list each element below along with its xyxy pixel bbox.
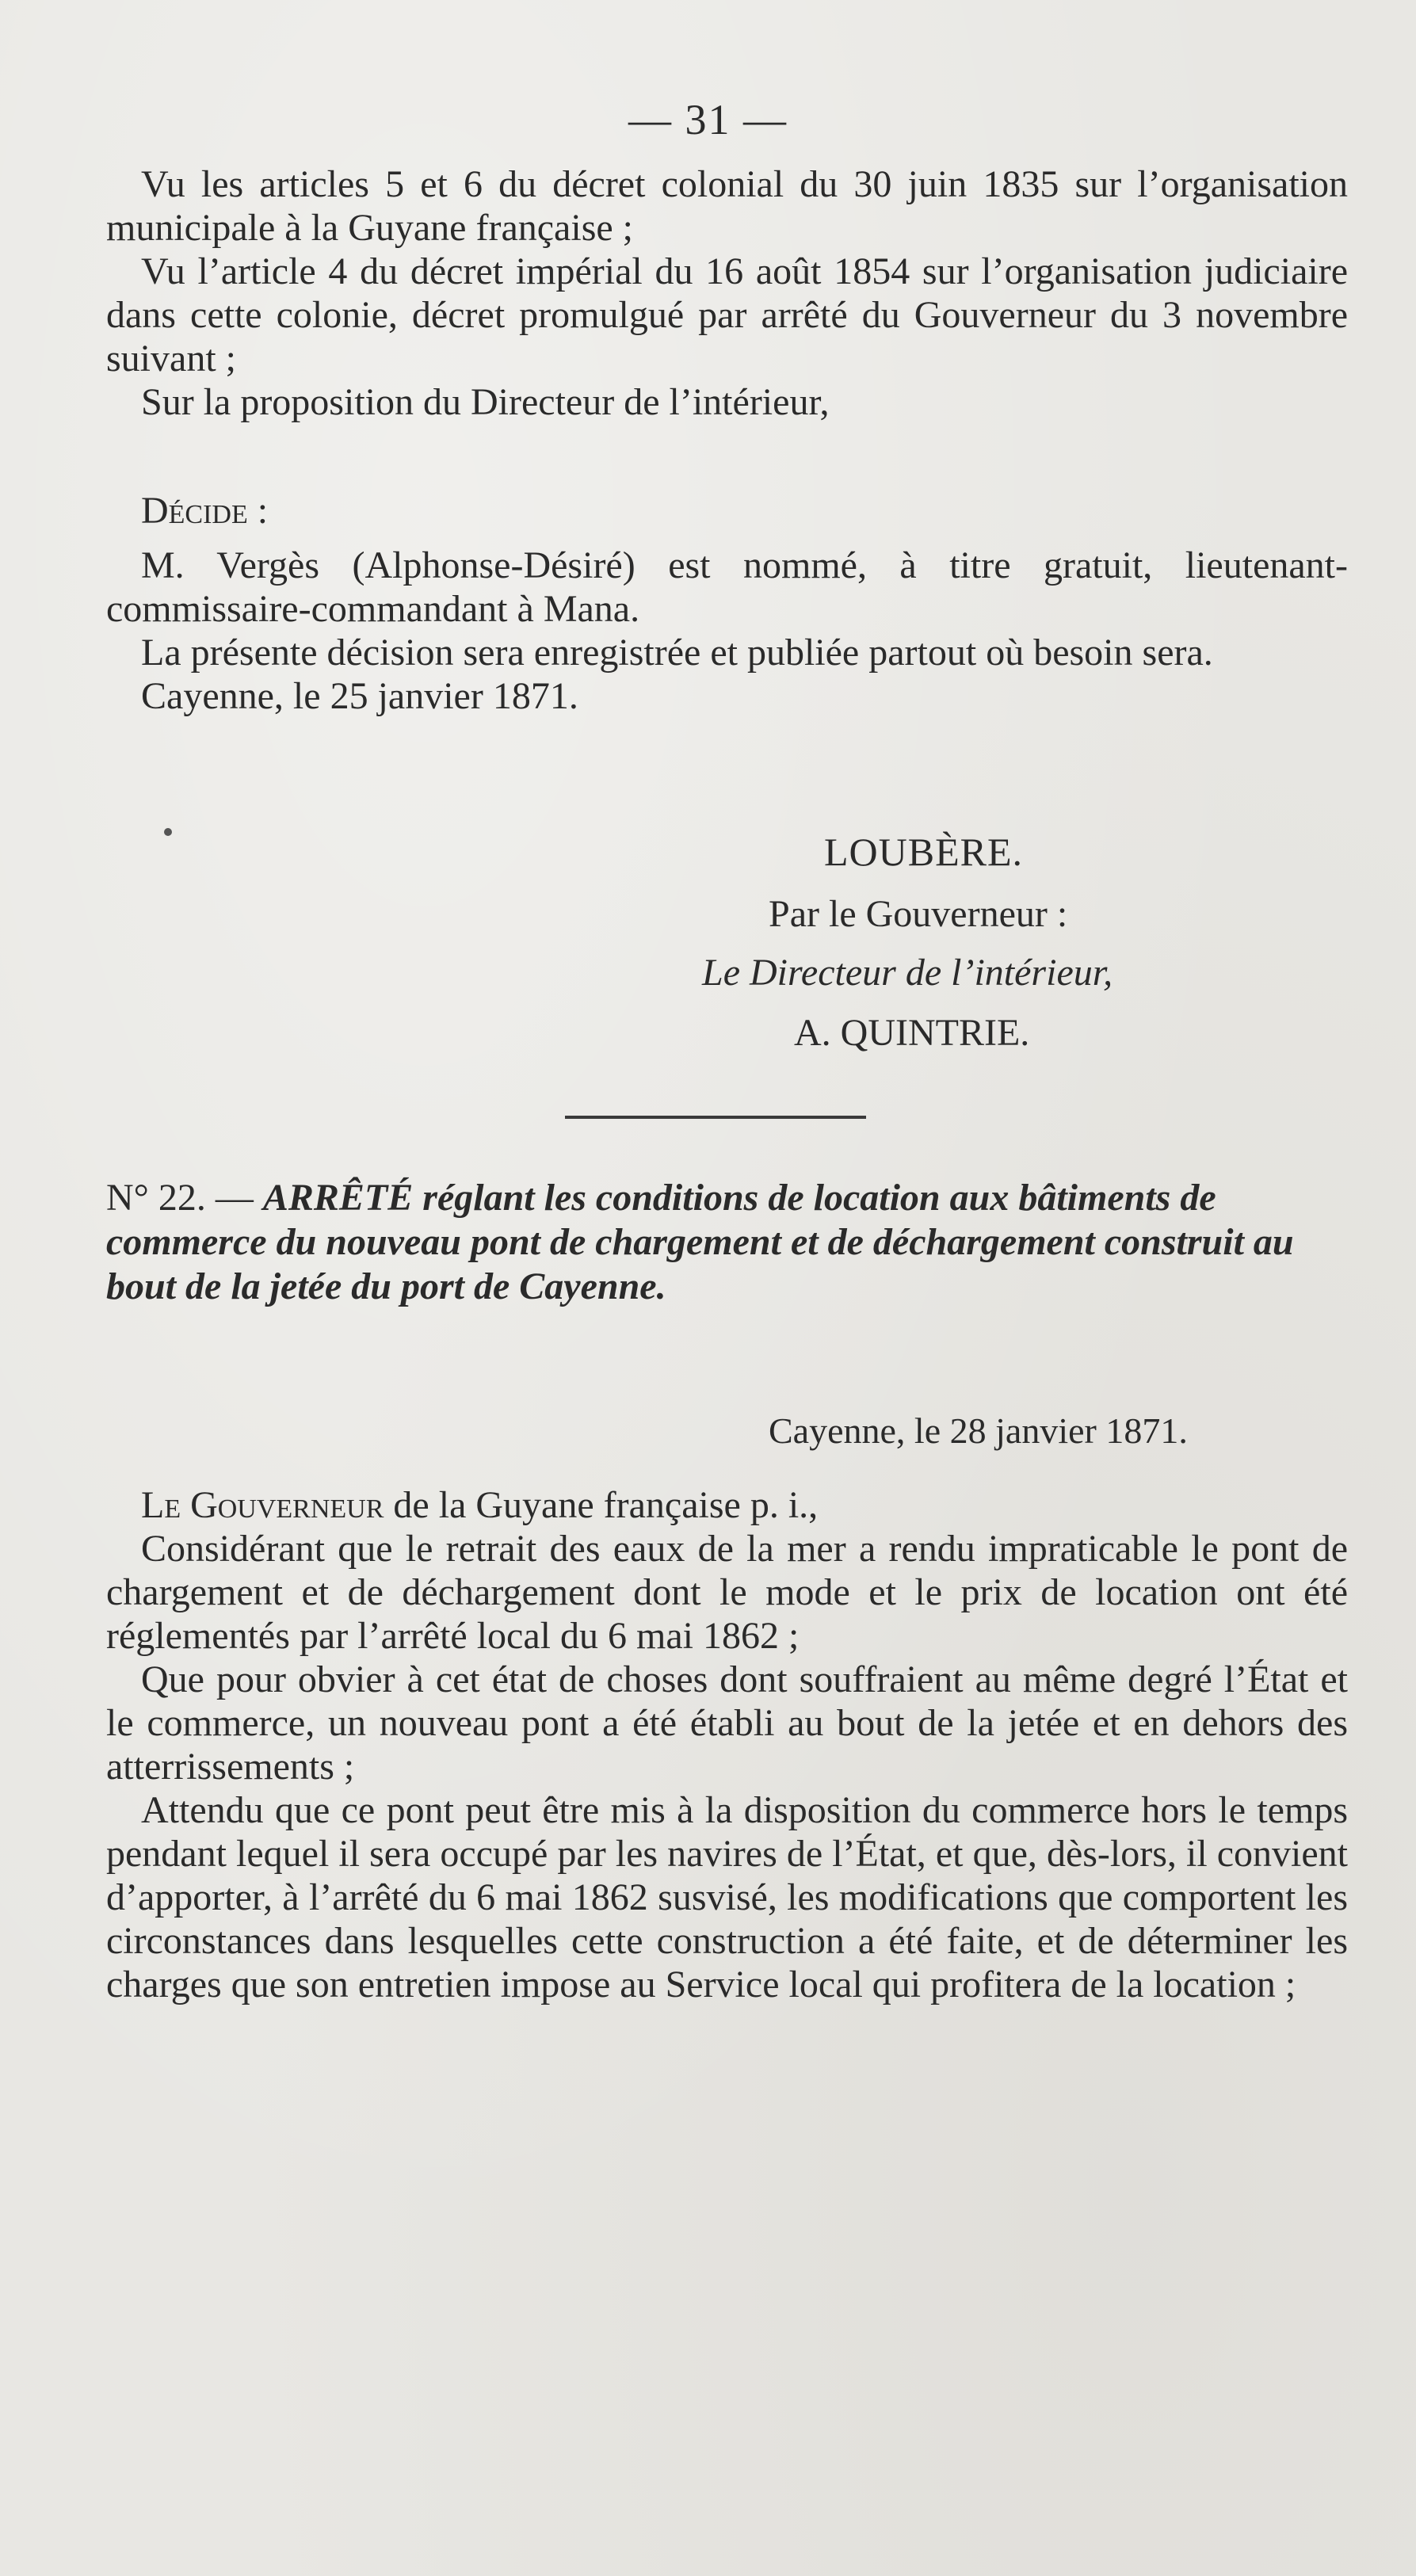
signature-director: A. QUINTRIE. <box>794 1012 1030 1054</box>
decree-number: N° 22. — <box>106 1177 254 1219</box>
second-decree-body <box>106 1483 1348 2006</box>
paragraph-obvier: Que pour obvier à cet état de choses dont souffraient au même degré l’État et le commerce, un nouveau pont a été établi au bout de la jetée et en dehors des atterrissements ; <box>106 1658 1348 1788</box>
first-decree-decision <box>106 489 1348 718</box>
paragraph-proposition: Sur la proposition du Directeur de l’intérieur, <box>141 381 830 423</box>
paragraph-considerant: Considérant que le retrait des eaux de la mer a rendu impraticable le pont de chargement et de déchargement dont le mode et le prix de location ont été réglementés par l’arrêté local du 6 mai 1862 ; <box>106 1528 1348 1657</box>
paragraph-attendu: Attendu que ce pont peut être mis à la disposition du commerce hors le temps pendant lequel il sera occupé par les navires de l’État, et que, dès-lors, il convient d’apporter, à l’arrêté du 6 mai 1862 susvisé, les modifications que comportent les circonstances dans lesquelles cette construction a été faite, et de déterminer les charges que son entretien impose au Service local qui profitera de la location ; <box>106 1789 1348 2005</box>
governor-title: Le Gouverneur <box>141 1484 384 1526</box>
ink-dot <box>164 828 172 836</box>
paragraph-articles: Vu les articles 5 et 6 du décret colonial du 30 juin 1835 sur l’organisation municipale à la Guyane française ; <box>106 163 1348 249</box>
first-decree-preamble <box>106 162 1348 424</box>
paragraph-publication: La présente décision sera enregistrée et publiée partout où besoin sera. <box>141 632 1213 674</box>
decree-title-text: ARRÊTÉ réglant les conditions de location aux bâtiments de commerce du nouveau pont de chargement et de déchargement construit au bout de la jetée du port de Cayenne. <box>106 1177 1294 1307</box>
decree-title <box>106 1176 1348 1309</box>
signature-par: Par le Gouverneur : <box>769 893 1068 935</box>
paragraph-nomination: M. Vergès (Alphonse-Désiré) est nommé, à titre gratuit, lieutenant-commissaire-commandant à Mana. <box>106 544 1348 630</box>
signature-role: Le Directeur de l’intérieur, <box>702 952 1113 994</box>
governor-rest: de la Guyane française p. i., <box>384 1484 819 1526</box>
signature-name: LOUBÈRE. <box>824 830 1024 874</box>
decree-dateline: Cayenne, le 28 janvier 1871. <box>769 1410 1188 1451</box>
decree-date: Cayenne, le 25 janvier 1871. <box>141 675 578 717</box>
section-divider <box>565 1116 866 1119</box>
governor-line <box>106 1483 1348 1527</box>
page-number: — 31 — <box>628 96 788 143</box>
paragraph-article-4: Vu l’article 4 du décret impérial du 16 août 1854 sur l’organisation judiciaire dans cette colonie, décret promulgué par arrêté du Gouverneur du 3 novembre suivant ; <box>106 250 1348 380</box>
decide-heading: Décide : <box>141 490 269 532</box>
